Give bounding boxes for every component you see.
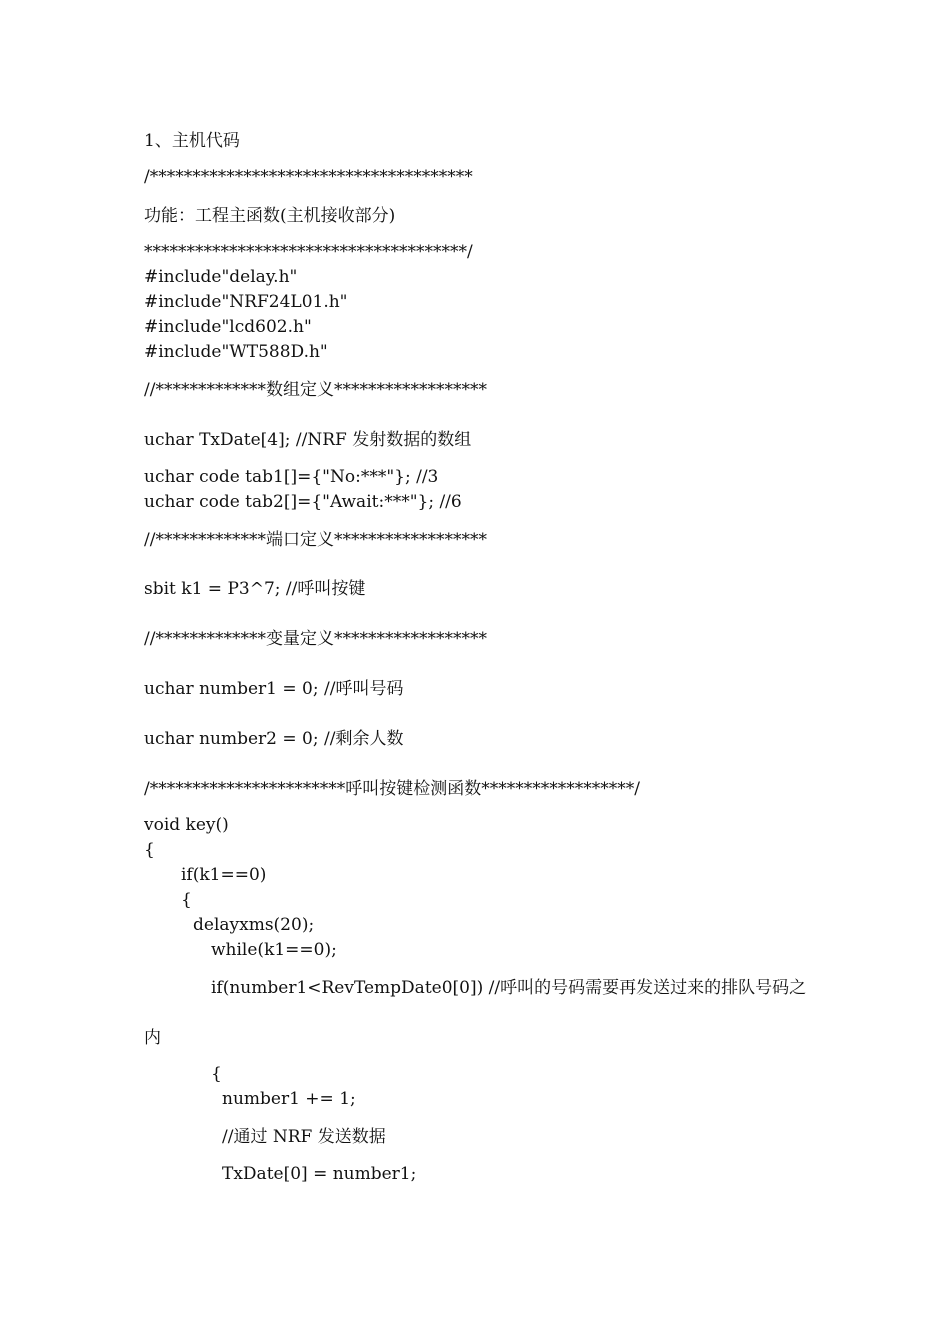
section-heading: 1、主机代码 [144, 131, 240, 151]
include-wt588d: #include"WT588D.h" [144, 342, 328, 362]
code-number2-declaration: uchar number2 = 0; //剩余人数 [144, 729, 404, 749]
code-tab2-declaration: uchar code tab2[]={"Await:***"}; //6 [144, 492, 462, 512]
code-if-number1: if(number1<RevTempDate0[0]) //呼叫的号码需要再发送过来的排队号码之 [211, 978, 807, 998]
comment-array-definitions: //*************数组定义****************** [144, 380, 487, 400]
include-delay: #include"delay.h" [144, 267, 298, 287]
code-delayxms: delayxms(20); [193, 915, 315, 935]
code-number1-increment: number1 += 1; [222, 1089, 356, 1109]
comment-port-definitions: //*************端口定义****************** [144, 530, 487, 550]
comment-key-function-header: /***********************呼叫按键检测函数******************/ [144, 779, 640, 799]
code-wrapped-comment-tail: 内 [144, 1028, 161, 1048]
comment-variable-definitions: //*************变量定义****************** [144, 629, 487, 649]
code-open-brace: { [181, 890, 192, 910]
code-sbit-k1: sbit k1 = P3^7; //呼叫按键 [144, 579, 366, 599]
code-txdate-assign: TxDate[0] = number1; [222, 1164, 417, 1184]
code-txdate-declaration: uchar TxDate[4]; //NRF 发射数据的数组 [144, 430, 472, 450]
comment-border-bottom: **************************************/ [144, 242, 473, 262]
code-open-brace: { [144, 840, 155, 860]
comment-send-via-nrf: //通过 NRF 发送数据 [222, 1127, 386, 1147]
code-number1-declaration: uchar number1 = 0; //呼叫号码 [144, 679, 404, 699]
include-nrf24l01: #include"NRF24L01.h" [144, 292, 348, 312]
code-open-brace: { [211, 1064, 222, 1084]
comment-border-top: /************************************** [144, 167, 473, 187]
comment-function-desc: 功能：工程主函数(主机接收部分) [144, 206, 396, 226]
code-void-key: void key() [144, 815, 229, 835]
code-if-k1: if(k1==0) [181, 865, 267, 885]
code-tab1-declaration: uchar code tab1[]={"No:***"}; //3 [144, 467, 439, 487]
code-while-k1: while(k1==0); [211, 940, 337, 960]
include-lcd602: #include"lcd602.h" [144, 317, 312, 337]
